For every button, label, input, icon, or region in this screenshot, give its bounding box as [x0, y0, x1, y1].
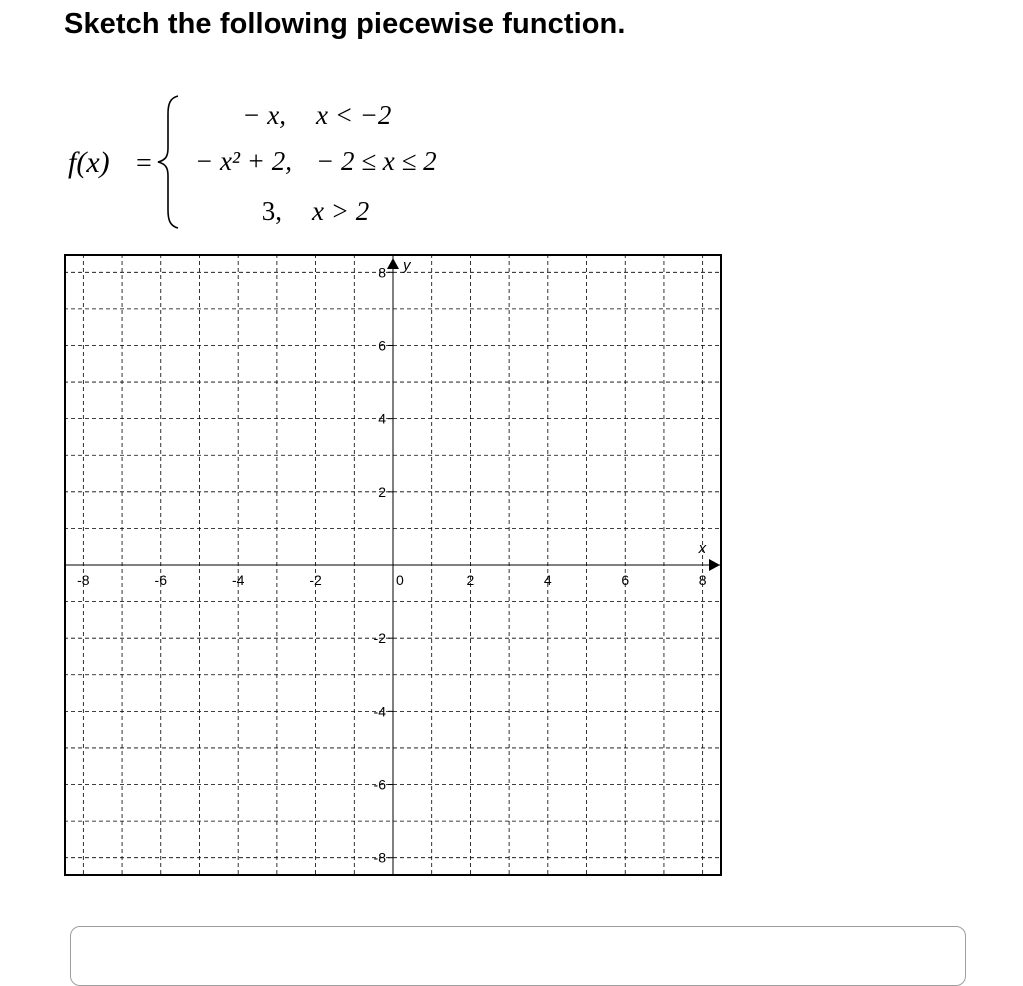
y-tick-label: -2	[373, 630, 386, 647]
formula-lhs: f(x)	[68, 146, 110, 179]
piece-1-condition: x < −2	[316, 100, 392, 130]
answer-input-box[interactable]	[70, 926, 966, 986]
y-tick-label: 4	[378, 410, 386, 427]
formula-brace	[158, 96, 178, 228]
x-tick-label: 4	[543, 572, 552, 588]
x-tick-label: -2	[309, 572, 322, 588]
x-tick-label: -4	[231, 572, 245, 588]
graph-canvas[interactable]	[64, 254, 722, 876]
x-tick-label: 6	[621, 572, 630, 588]
piece-2-expression: − x² + 2,	[194, 146, 292, 176]
x-tick-label: 2	[466, 572, 475, 588]
piece-2-condition: − 2 ≤ x ≤ 2	[316, 146, 437, 176]
formula-equals: =	[136, 148, 152, 179]
y-tick-label: -4	[373, 703, 386, 720]
question-title: Sketch the following piecewise function.	[64, 8, 626, 40]
y-tick-label: 6	[378, 337, 386, 354]
piece-1-expression: − x,	[242, 100, 286, 130]
x-axis-label: x	[698, 540, 707, 557]
piece-3-expression: 3,	[261, 196, 282, 226]
y-axis-label: y	[403, 257, 411, 274]
piece-3-condition: x > 2	[312, 196, 370, 226]
x-tick-label: 8	[698, 572, 707, 588]
x-tick-label: -8	[77, 572, 90, 588]
x-tick-label: 0	[396, 572, 404, 588]
y-tick-label: -6	[373, 776, 386, 793]
y-tick-label: 2	[378, 483, 386, 500]
x-tick-label: -6	[154, 572, 167, 588]
y-tick-label: -8	[373, 849, 386, 866]
piecewise-formula	[60, 90, 500, 240]
y-tick-label: 8	[378, 264, 386, 281]
